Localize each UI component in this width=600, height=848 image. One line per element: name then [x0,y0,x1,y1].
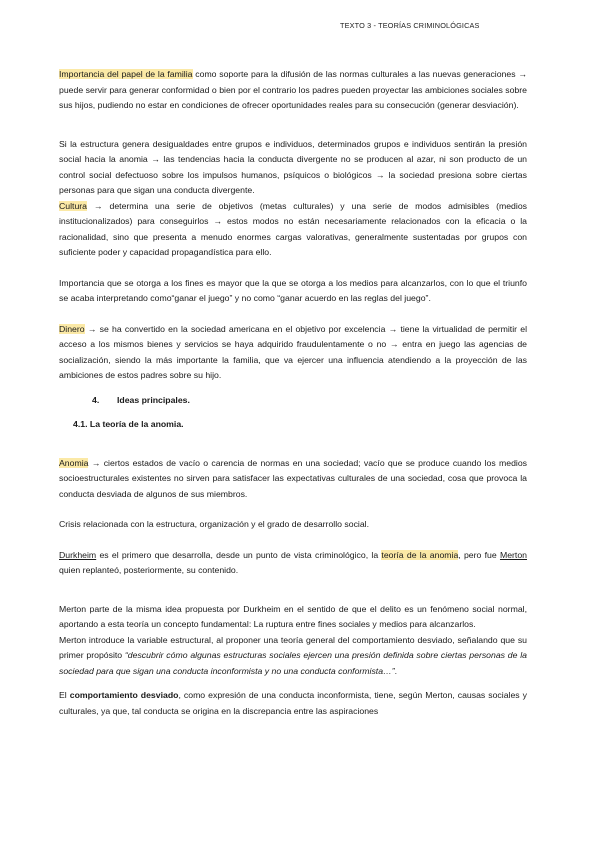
subsection-heading-anomia: 4.1. La teoría de la anomia. [73,419,184,429]
paragraph-familia [59,67,527,114]
paragraph-text: es el primero que desarrolla, desde un punto de vista criminológico, la [96,549,382,560]
paragraph-text: → determina una serie de objetivos (metas culturales) y una serie de modos admisibles (medios institucionalizados) para conseguirlos → estos modos no están necesariamente relacionados con la eficacia o la racionalidad, sino que presenta a menudo enormes cargas valorativas, generalmente sustentadas por grupos con suficiente poder y capacidad propagandística para ello. [59,200,527,257]
paragraph-text: como soporte para la difusión de las normas culturales a las nuevas generaciones → puede servir para generar conformidad o bien por el contrario los padres pueden proyectar las ambiciones sociales sobre sus hijos, pudiendo no estar en condiciones de ofrecer oportunidades reales para su consecución (generar desviación). [59,69,528,110]
author-durkheim: Durkheim [59,549,97,560]
paragraph-text: → se ha convertido en la sociedad americana en el objetivo por excelencia → tiene la virtualidad de permitir el acceso a los mismos bienes y servicios se haya adquirido fraudulentamente o no → entra en juego las agencias de socialización, siendo la más importante la familia, que va ejercer una influencia atendiendo a la proyección de las ambiciones de estos padres sobre su hijo. [59,323,527,380]
section-title: Ideas principales. [117,394,190,405]
paragraph-comportamiento [59,688,527,719]
paragraph-text: → ciertos estados de vacío o carencia de normas en una sociedad; vacío que se produce cuando los medios socioestructurales existentes no sirven para satisfacer las expectativas culturales de una sociedad, cosa que provoca la conducta desviada de algunos de sus miembros. [59,457,527,499]
paragraph-estructura: Si la estructura genera desigualdades entre grupos e individuos, determinados grupos e individuos sentirán la presión social hacia la anomia → las tendencias hacia la conducta divergente no se producen al azar, ni son producto de un control social defectuoso sobre los impulsos humanos, psíquicos o biológicos → la sociedad presiona sobre ciertas personas para que sigan una conducta divergente. [59,138,527,195]
paragraph-dinero [59,322,527,384]
paragraph-durkheim [59,548,527,579]
paragraph-text: , como expresión de una conducta inconformista, tiene, según Merton, causas sociales y culturales, ya que, tal conducta se origina en la discrepancia entre las aspiraciones [59,690,527,716]
section-heading-ideas [59,393,527,409]
paragraph-text: quien replanteó, posteriormente, su contenido. [59,565,239,575]
paragraph-merton-introduce [59,633,527,680]
highlight-cultura: Cultura [59,200,88,211]
section-number: 4. [92,394,100,405]
paragraph-text: Merton introduce la variable estructural, al proponer una teoría general del comportamiento desviado, señalando que su primer propósito [59,634,527,660]
paragraph-merton-parte: Merton parte de la misma idea propuesta por Durkheim en el sentido de que el delito es un fenómeno social normal, aportando a esta teoría un concepto fundamental: La ruptura entre fines sociales y medios para alcanzarlos. [59,603,527,629]
highlight-dinero: Dinero [59,323,85,334]
highlight-familia: Importancia del papel de la familia [59,69,193,79]
paragraph-fines: Importancia que se otorga a los fines es mayor que la que se otorga a los medios para alcanzarlos, con lo que el triunfo se acaba interpretando como“ganar el juego” y no como “ganar acuerdo en las reglas del juego”. [59,277,527,303]
paragraph-anomia [59,456,527,503]
paragraph-cultura [59,199,527,261]
document-body [59,67,527,719]
paragraph-text: , pero fue [458,549,500,560]
quote-merton: “descubrir cómo algunas estructuras sociales ejercen una presión definida sobre ciertas personas de la sociedad para que sigan una conducta inconformista y no una conducta conformista…” [59,650,527,676]
paragraph-crisis: Crisis relacionada con la estructura, organización y el grado de desarrollo social. [59,519,370,529]
paragraph-text: . [394,665,398,676]
term-comportamiento-desviado: comportamiento desviado [69,690,179,700]
highlight-anomia: Anomia [59,457,89,468]
paragraph-text: El [59,690,70,700]
author-merton: Merton [499,549,528,560]
highlight-teoria-anomia: teoría de la anomia [381,549,459,560]
page-header: TEXTO 3 - TEORÍAS CRIMINOLÓGICAS [340,21,480,30]
